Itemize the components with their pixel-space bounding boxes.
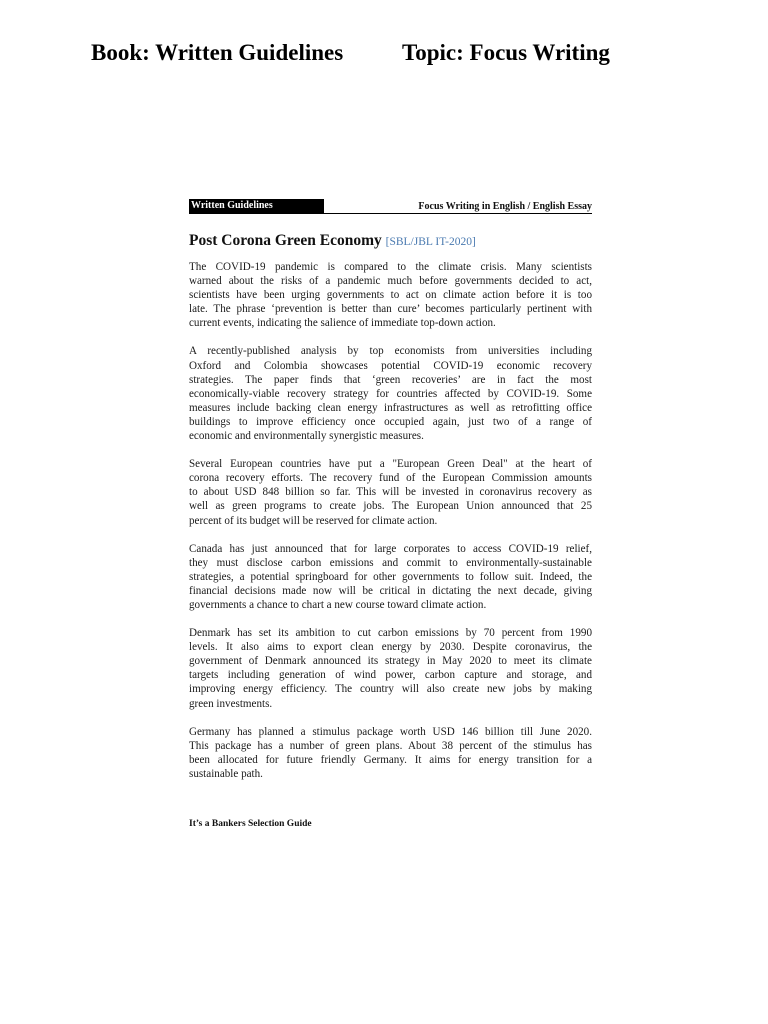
paragraph-line: warned about the risks of a pandemic much before governments decided to act, — [189, 275, 592, 288]
paragraph-line: Oxford and Colombia showcases potential COVID-19 economic recovery — [189, 359, 592, 372]
paragraph-line: improving energy efficiency. The country will also create new jobs by making — [189, 683, 592, 696]
paragraph-line: green investments. — [189, 697, 273, 710]
document-title-text: Post Corona Green Economy — [189, 232, 382, 249]
paragraph-line: Several European countries have put a "European Green Deal" at the heart of — [189, 458, 592, 471]
paragraph-line: well as green programs to create jobs. The European Union announced that 25 — [189, 500, 592, 513]
document-body — [189, 260, 592, 781]
paragraph-line: corona recovery efforts. The recovery fund of the European Commission amounts — [189, 472, 592, 485]
paragraph-line: Germany has planned a stimulus package worth USD 146 billion till June 2020. — [189, 725, 592, 738]
paragraph-line: they must disclose carbon emissions and commit to environmentally-sustainable — [189, 556, 592, 569]
paragraph-line: government of Denmark announced its strategy in May 2020 to meet its climate — [189, 655, 592, 668]
paragraph-line: sustainable path. — [189, 767, 263, 780]
paragraph-line: to about USD 848 billion so far. This will be invested in coronavirus recovery as — [189, 486, 592, 499]
paragraph-line: levels. It also aims to export clean energy by 2030. Despite coronavirus, the — [189, 641, 592, 654]
topic-label: Topic: Focus Writing — [402, 40, 610, 65]
paragraph-line: current events, indicating the salience of immediate top-down action. — [189, 317, 496, 330]
body-paragraph — [189, 260, 592, 330]
document-title — [189, 231, 592, 252]
paragraph-line: been allocated for future friendly Germany. It aims for energy transition for a — [189, 753, 592, 766]
document-footer: It’s a Bankers Selection Guide — [189, 819, 312, 829]
paragraph-line: strategies, a potential springboard for other governments to follow suit. Indeed, the — [189, 570, 592, 583]
body-paragraph — [189, 725, 592, 781]
paragraph-line: economic and environmentally synergistic measures. — [189, 430, 424, 443]
paragraph-line: buildings to improve efficiency once occupied again, just two of a range of — [189, 415, 592, 428]
document-header-right: Focus Writing in English / English Essay — [418, 201, 592, 212]
paragraph-line: economically-viable recovery strategy for countries affected by COVID-19. Some — [189, 387, 592, 400]
paragraph-line: strategies. The paper finds that ‘green recoveries’ are in fact the most — [189, 373, 592, 386]
top-header — [0, 40, 768, 72]
paragraph-line: The COVID-19 pandemic is compared to the climate crisis. Many scientists — [189, 261, 592, 273]
body-paragraph — [189, 626, 592, 711]
paragraph-line: measures include backing clean energy infrastructures as well as retrofitting office — [189, 401, 592, 414]
paragraph-line: This package has a number of green plans. About 38 percent of the stimulus has — [189, 739, 592, 752]
paragraph-line: late. The phrase ‘prevention is better than cure’ becomes particularly pertinent with — [189, 303, 592, 316]
book-label: Book: Written Guidelines — [91, 40, 344, 65]
paragraph-line: targets including generation of wind power, carbon capture and storage, and — [189, 669, 592, 682]
paragraph-line: percent of its budget will be reserved for climate action. — [189, 514, 438, 527]
paragraph-line: Canada has just announced that for large corporates to access COVID-19 relief, — [189, 542, 592, 555]
document-header-left: Written Guidelines — [189, 199, 324, 213]
paragraph-line: scientists have been urging governments to act on climate action before it is too — [189, 289, 592, 302]
document-page — [189, 197, 592, 795]
document-header-bar — [189, 197, 592, 214]
body-paragraph — [189, 344, 592, 443]
paragraph-line: governments a chance to chart a new course toward climate action. — [189, 598, 487, 611]
body-paragraph — [189, 457, 592, 527]
body-paragraph — [189, 542, 592, 612]
paragraph-line: A recently-published analysis by top economists from universities including — [189, 345, 592, 358]
paragraph-line: Denmark has set its ambition to cut carbon emissions by 70 percent from 1990 — [189, 627, 592, 640]
document-title-ref: [SBL/JBL IT-2020] — [385, 236, 476, 248]
paragraph-line: financial decisions made now will be critical in dictating the next decade, giving — [189, 584, 592, 597]
